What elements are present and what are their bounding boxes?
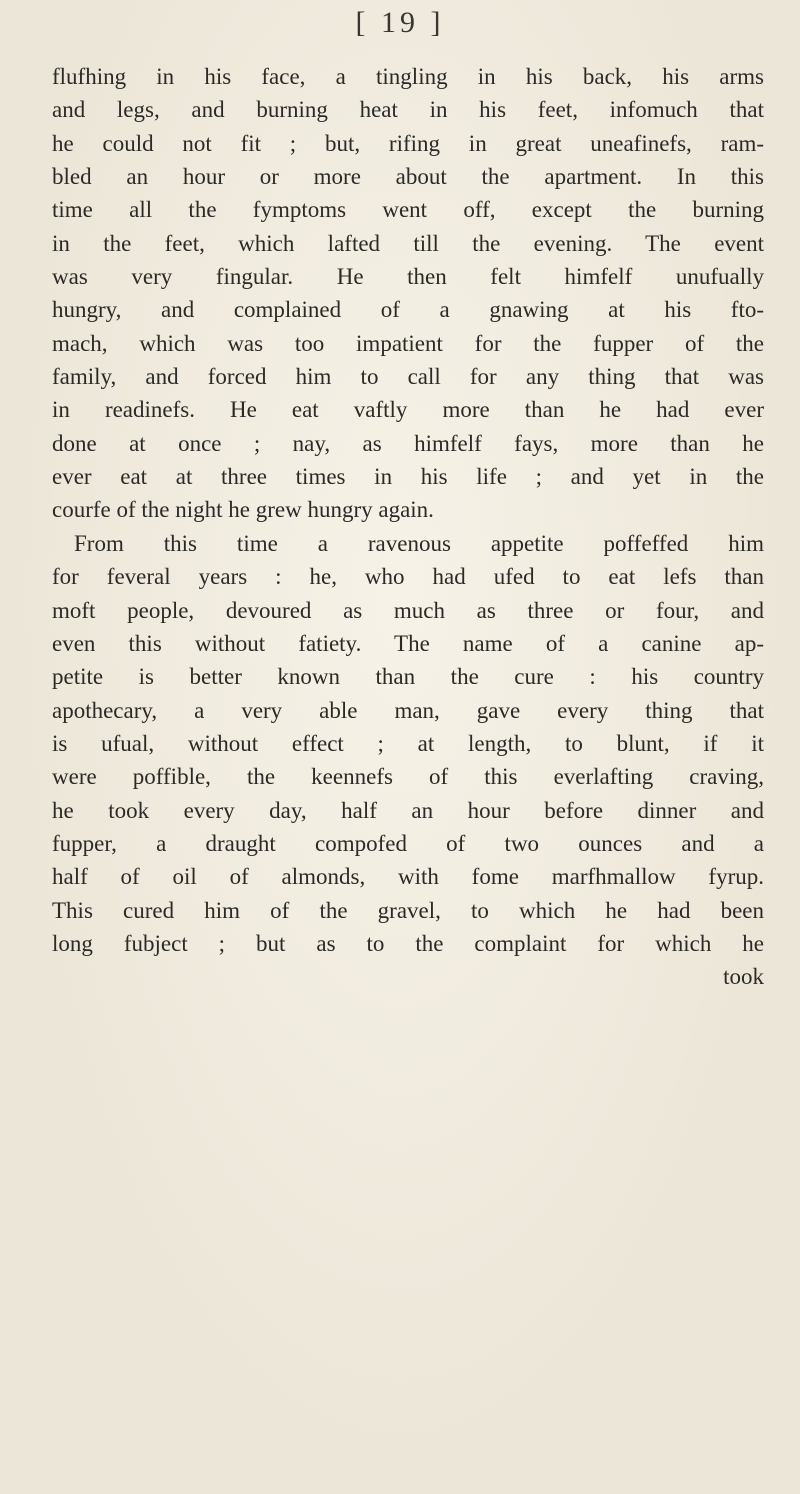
text-line: apothecary, a very able man, gave every thing that — [52, 697, 764, 723]
page-number-header: [ 19 ] — [355, 6, 445, 39]
text-line: flufhing in his face, a tingling in his back, his arms — [52, 64, 764, 89]
text-line: were poffible, the keennefs of this everlafting craving, — [52, 764, 764, 790]
text-line: is ufual, without effect ; at length, to blunt, if it — [52, 730, 764, 756]
text-line: even this without fatiety. The name of a canine ap- — [52, 630, 764, 656]
text-line: fupper, a draught compofed of two ounces and a — [52, 830, 764, 856]
text-line: hungry, and complained of a gnawing at his fto- — [52, 297, 764, 323]
text-line: bled an hour or more about the apartment. In this — [52, 164, 764, 190]
text-line: was very fingular. He then felt himfelf unufually — [52, 264, 764, 290]
text-line: ever eat at three times in his life ; and yet in the — [52, 464, 764, 490]
text-line: This cured him of the gravel, to which he had been — [52, 897, 764, 923]
text-line: for feveral years : he, who had ufed to eat lefs than — [52, 564, 764, 590]
text-line: in readinefs. He eat vaftly more than he had ever — [52, 397, 764, 423]
text-line: and legs, and burning heat in his feet, infomuch that — [52, 97, 764, 123]
text-line: half of oil of almonds, with fome marfhmallow fyrup. — [52, 864, 764, 890]
paragraph-start-line: From this time a ravenous appetite poffeffed him — [74, 530, 764, 556]
catchword: took — [723, 964, 764, 990]
text-line: family, and forced him to call for any thing that was — [52, 364, 764, 390]
paragraph-end-line: courfe of the night he grew hungry again. — [52, 497, 434, 523]
text-line: long fubject ; but as to the complaint for which he — [52, 930, 764, 956]
text-line: done at once ; nay, as himfelf fays, more than he — [52, 430, 764, 456]
text-line: petite is better known than the cure : his country — [52, 664, 764, 690]
text-line: mach, which was too impatient for the fupper of the — [52, 330, 764, 356]
text-line: he could not fit ; but, rifing in great uneafinefs, ram- — [52, 130, 764, 156]
text-line: moft people, devoured as much as three or four, and — [52, 597, 764, 623]
text-line: he took every day, half an hour before dinner and — [52, 797, 764, 823]
text-line: in the feet, which lafted till the evening. The event — [52, 230, 764, 256]
body-text — [52, 60, 764, 994]
text-line: time all the fymptoms went off, except the burning — [52, 197, 764, 223]
